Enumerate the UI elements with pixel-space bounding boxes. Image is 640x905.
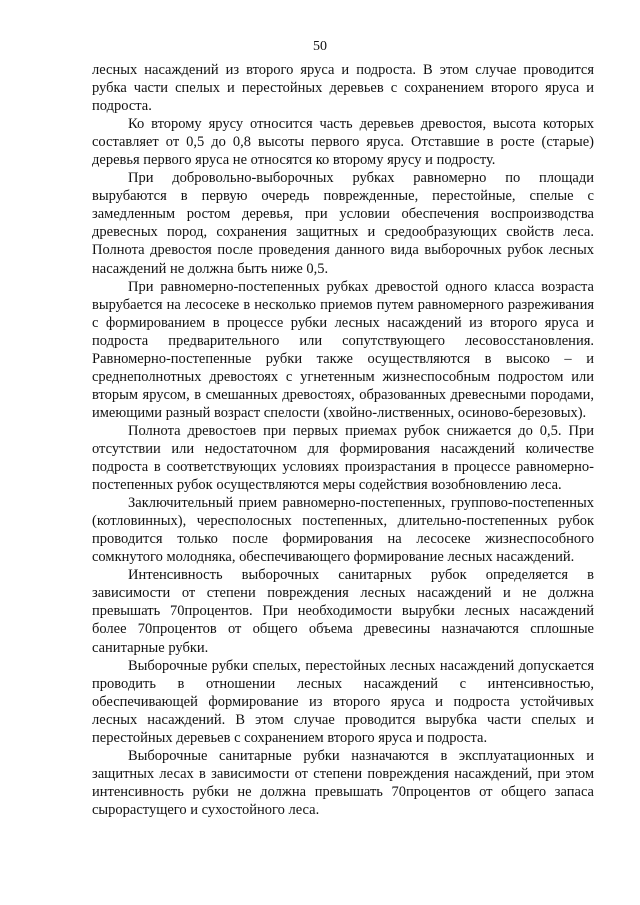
page-number: 50: [313, 39, 327, 54]
paragraph-sanitary-cutting-intensity: Интенсивность выборочных санитарных рубок определяется в зависимости от степени повреждения лесных насаждений и не должна превышать 70процентов. При необходимости вырубки лесных насаждений более 70процентов от общего объема древесины назначаются сплошные санитарные рубки.: [92, 567, 594, 656]
paragraph-stand-density: Полнота древостоев при первых приемах рубок снижается до 0,5. При отсутствии или недостаточном для формирования насаждений количестве подроста в соответствующих условиях произрастания в процессе равномерно-постепенных рубок осуществляются меры содействия возобновлению леса.: [92, 422, 594, 494]
paragraph-mature-stand-cutting: Выборочные рубки спелых, перестойных лесных насаждений допускается проводить в отношении лесных насаждений с интенсивностью, обеспечивающей формирование из второго яруса и подроста устойчивых лесных насаждений. В этом случае проводится вырубка части спелых и перестойных деревьев с сохранением второго яруса и подроста.: [92, 657, 594, 746]
document-body: [92, 61, 594, 819]
paragraph-sanitary-cutting-assignment: Выборочные санитарные рубки назначаются в эксплуатационных и защитных лесах в зависимости от степени повреждения насаждений, при этом интенсивность рубки не должна превышать 70процентов от общего запаса сырорастущего и сухостойного леса.: [92, 747, 594, 818]
paragraph-continuation: лесных насаждений из второго яруса и подроста. В этом случае проводится рубка части спелых и перестойных деревьев с сохранением второго яруса и подроста.: [92, 62, 594, 115]
paragraph-second-tier-definition: Ко второму ярусу относится часть деревьев древостоя, высота которых составляет от 0,5 до 0,8 высоты первого яруса. Отставшие в росте (старые) деревья первого яруса не относятся ко второму ярусу и подросту.: [92, 116, 594, 169]
paragraph-voluntary-selective-cutting: При добровольно-выборочных рубках равномерно по площади вырубаются в первую очередь поврежденные, перестойные, спелые с замедленным ростом деревья, при условии обеспечения воспроизводства древесных пород, сохранения защитных и средообразующих свойств леса. Полнота древостоя после проведения данного вида выборочных рубок лесных насаждений не должна быть ниже 0,5.: [92, 170, 594, 277]
paragraph-final-cutting-stage: Заключительный прием равномерно-постепенных, группово-постепенных (котловинных), чересполосных постепенных, длительно-постепенных рубок проводится только после формирования на лесосеке жизнеспособного сомкнутого молодняка, обеспечивающего формирование лесных насаждений.: [92, 495, 594, 566]
paragraph-uniform-gradual-cutting: При равномерно-постепенных рубках древостой одного класса возраста вырубается на лесосеке в несколько приемов путем равномерного разреживания с формированием в процессе рубки лесных насаждений из второго яруса и подроста предварительного или сопутствующего лесовосстановления. Равномерно-постепенные рубки также осуществляются в высоко – и среднеполнотных древостоях с угнетенным жизнеспособным подростом или вторым ярусом, в смешанных древостоях, образованных древесными породами, имеющими разный возраст спелости (хвойно-лиственных, осиново-березовых).: [92, 278, 594, 421]
